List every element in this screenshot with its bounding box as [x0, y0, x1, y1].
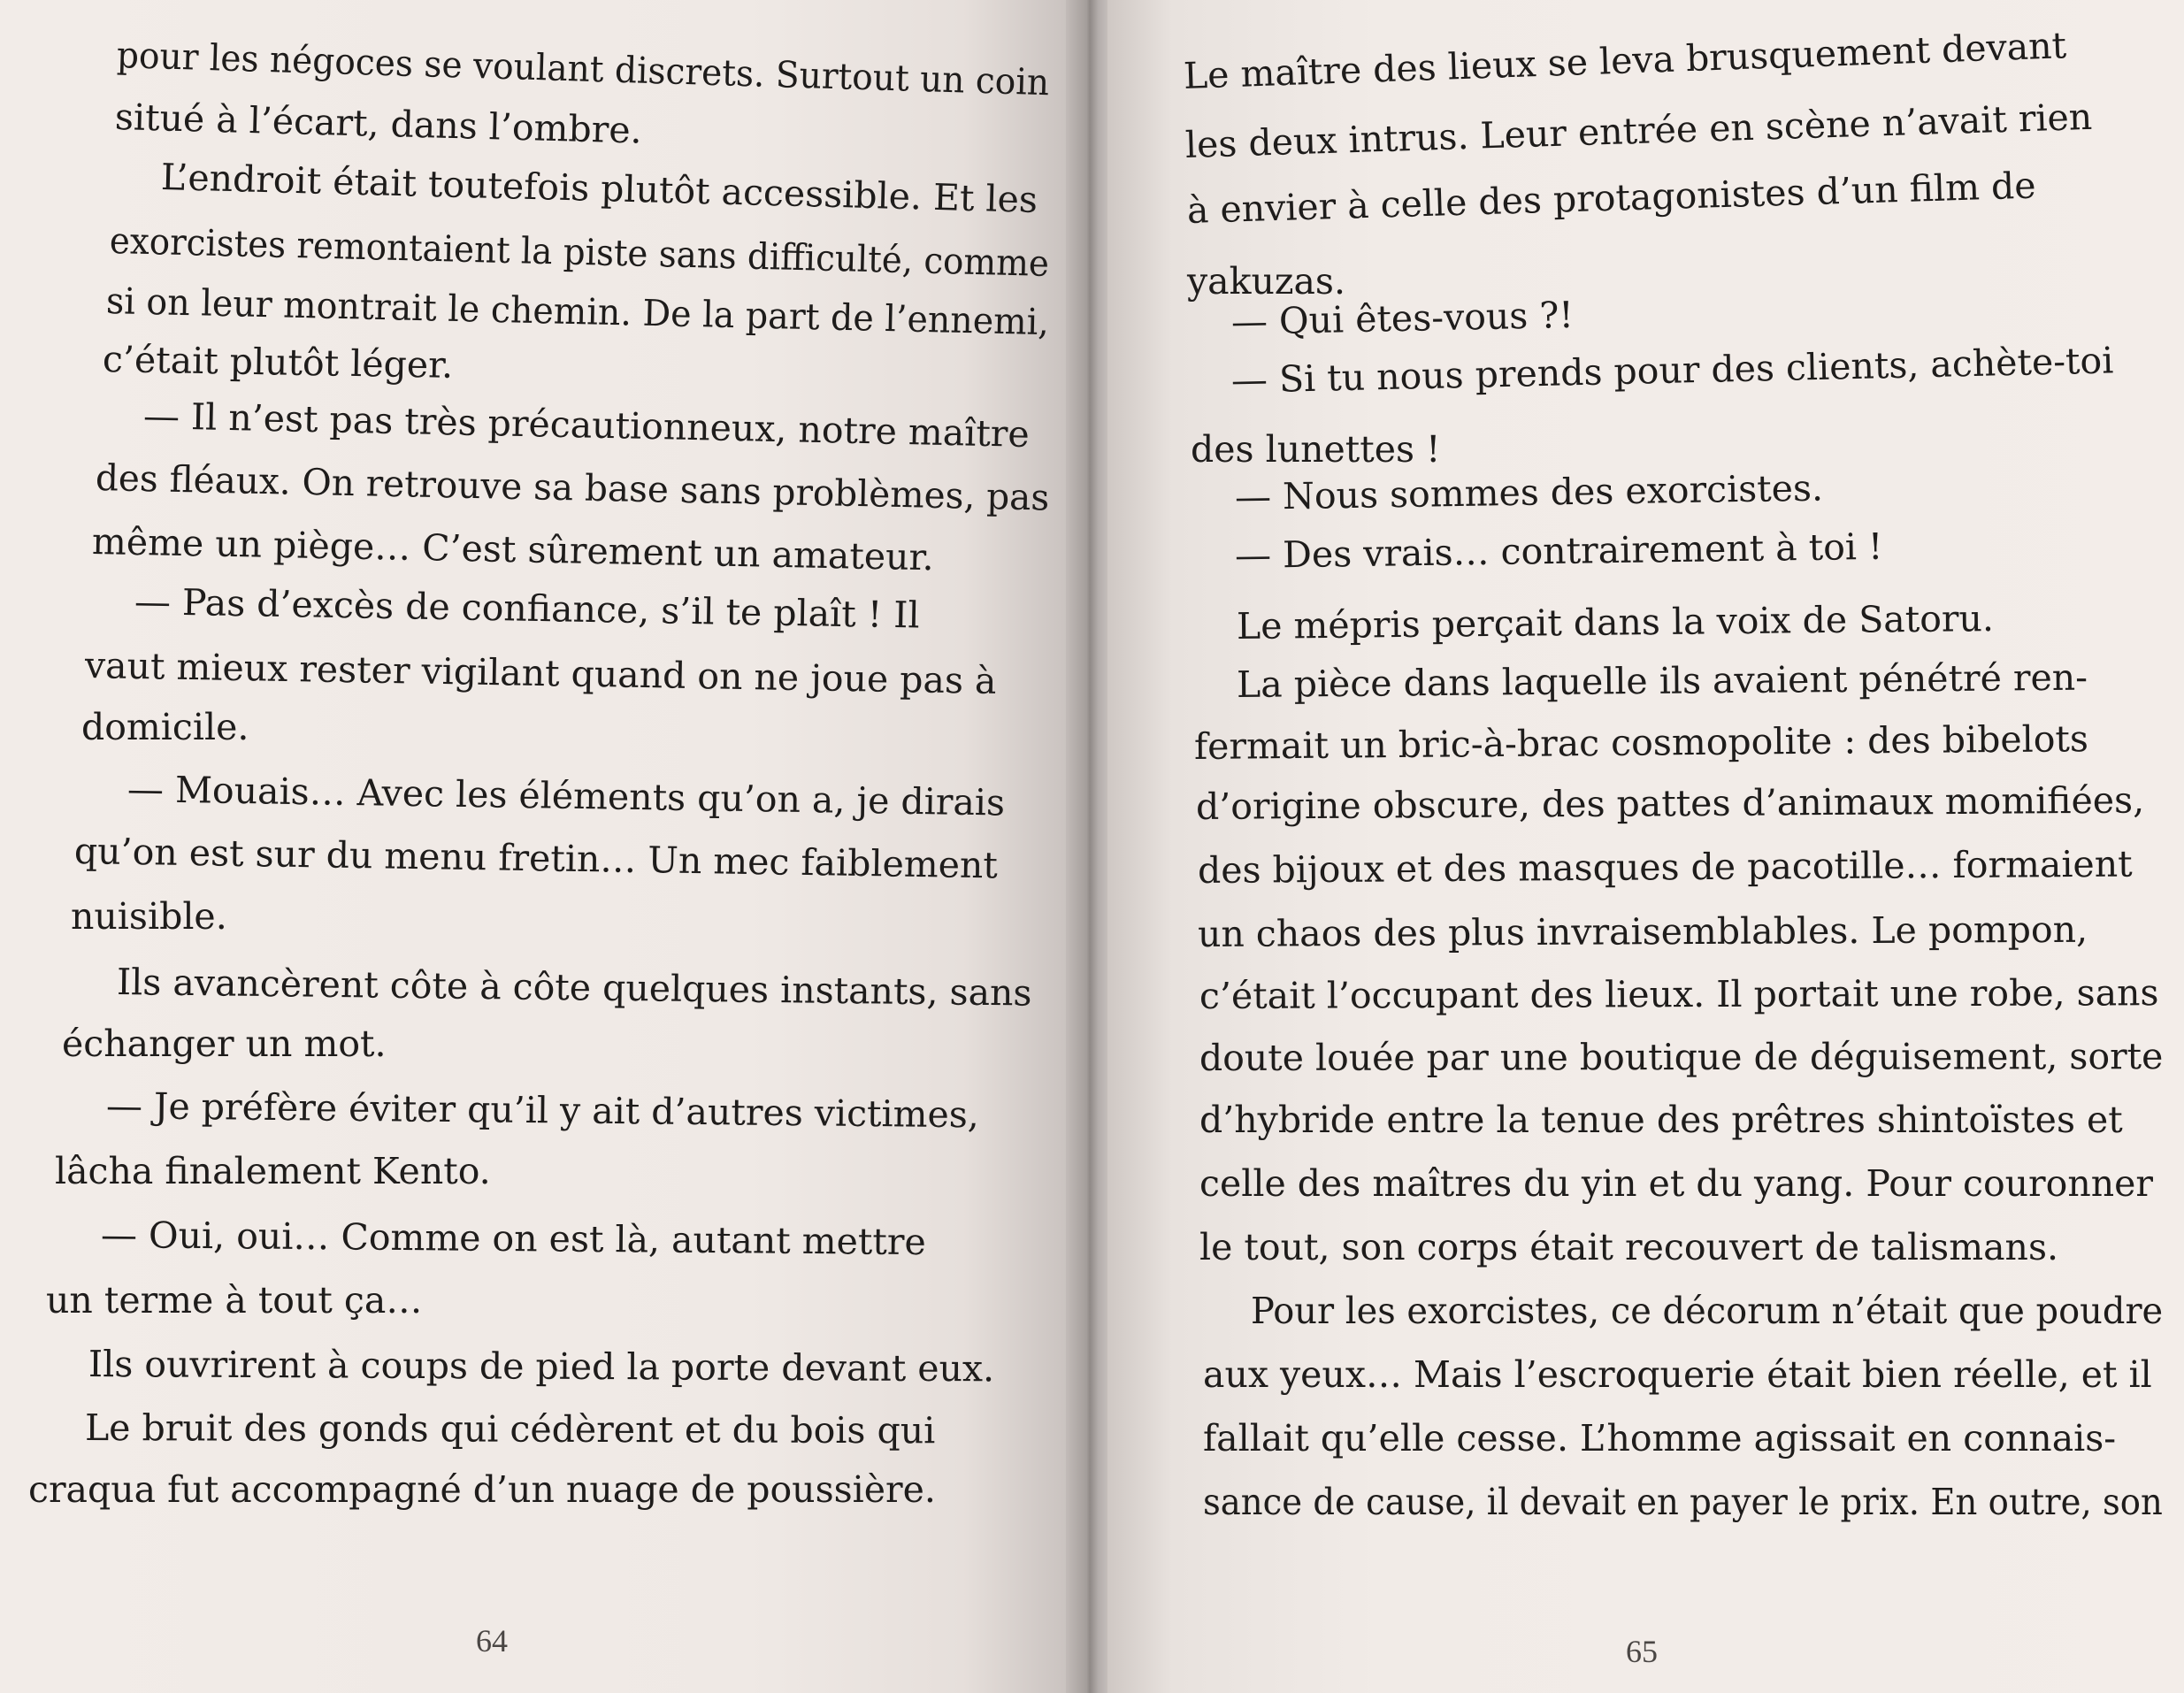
text-line: pour les négoces se voulant discrets. Surtout un coin [116, 34, 1050, 104]
text-line: un chaos des plus invraisemblables. Le pompon, [1197, 908, 2088, 955]
text-line: La pièce dans laquelle ils avaient pénétré ren- [1236, 655, 2088, 706]
text-line: c’était l’occupant des lieux. Il portait une robe, sans [1199, 971, 2159, 1017]
text-line: Ils avancèrent côte à côte quelques instants, sans [116, 961, 1032, 1015]
text-line: nuisible. [71, 895, 227, 938]
text-line: des fléaux. On retrouve sa base sans problèmes, pas [95, 456, 1050, 519]
text-line: échanger un mot. [62, 1023, 387, 1065]
text-line: vaut mieux rester vigilant quand on ne joue pas à [84, 644, 997, 702]
text-line: Ils ouvrirent à coups de pied la porte devant eux. [88, 1343, 995, 1390]
text-line: — Des vrais… contrairement à toi ! [1234, 525, 1883, 577]
text-line: domicile. [81, 706, 249, 748]
text-line: le tout, son corps était recouvert de talismans. [1199, 1226, 2059, 1268]
text-line: — Mouais… Avec les éléments qu’on a, je dirais [126, 768, 1006, 824]
text-line: situé à l’écart, dans l’ombre. [114, 96, 643, 152]
text-line: doute louée par une boutique de déguisement, sorte [1199, 1035, 2164, 1079]
text-line: Le bruit des gonds qui cédèrent et du bois qui [84, 1406, 936, 1452]
text-line: qu’on est sur du menu fretin… Un mec faiblement [73, 830, 999, 887]
text-line: fermait un bric-à-brac cosmopolite : des bibelots [1193, 717, 2089, 768]
text-line: — Si tu nous prends pour des clients, achète-toi [1230, 339, 2114, 402]
text-line: — Je préfère éviter qu’il y ait d’autres victimes, [105, 1084, 980, 1137]
text-line: — Il n’est pas très précautionneux, notre maître [142, 395, 1031, 456]
text-line: d’hybride entre la tenue des prêtres shintoïstes et [1199, 1099, 2123, 1141]
text-line: Pour les exorcistes, ce décorum n’était que poudre [1251, 1290, 2164, 1332]
right-page [1107, 0, 2184, 1693]
text-line: exorcistes remontaient la piste sans difficulté, comme [109, 219, 1050, 285]
text-line: — Qui êtes-vous ?! [1230, 293, 1575, 343]
left-page [0, 0, 1070, 1693]
text-line: L’endroit était toutefois plutôt accessible. Et les [160, 156, 1038, 221]
text-line: fallait qu’elle cesse. L’homme agissait en connais- [1203, 1417, 2117, 1459]
text-line: des bijoux et des masques de pacotille… formaient [1197, 842, 2133, 892]
text-line: aux yeux… Mais l’escroquerie était bien réelle, et il [1203, 1353, 2152, 1396]
text-line: d’origine obscure, des pattes d’animaux momifiées, [1195, 778, 2145, 828]
text-line: — Nous sommes des exorcistes. [1234, 466, 1824, 518]
text-line: un terme à tout ça… [46, 1279, 423, 1321]
text-line: sance de cause, il devait en payer le prix. En outre, son [1203, 1481, 2163, 1523]
text-line: Le maître des lieux se leva brusquement devant [1183, 24, 2067, 97]
text-line: celle des maîtres du yin et du yang. Pour couronner [1199, 1162, 2154, 1205]
text-line: yakuzas. [1187, 260, 1345, 303]
text-line: craqua fut accompagné d’un nuage de poussière. [28, 1468, 936, 1511]
text-line: même un piège… C’est sûrement un amateur. [91, 520, 935, 579]
text-line: c’était plutôt léger. [102, 338, 454, 387]
text-line: lâcha finalement Kento. [55, 1150, 491, 1192]
text-line: à envier à celle des protagonistes d’un film de [1186, 164, 2037, 232]
book-gutter [1066, 0, 1112, 1693]
text-line: des lunettes ! [1191, 428, 1441, 471]
text-line: Le mépris perçait dans la voix de Satoru. [1236, 597, 1995, 647]
text-line: — Pas d’excès de confiance, s’il te plaît ! Il [134, 580, 920, 637]
text-line: — Oui, oui… Comme on est là, autant mettre [100, 1214, 926, 1264]
page-number: 64 [476, 1623, 508, 1659]
page-number: 65 [1626, 1634, 1658, 1669]
text-line: si on leur montrait le chemin. De la part de l’ennemi, [105, 280, 1050, 344]
text-line: les deux intrus. Leur entrée en scène n’avait rien [1184, 95, 2093, 166]
